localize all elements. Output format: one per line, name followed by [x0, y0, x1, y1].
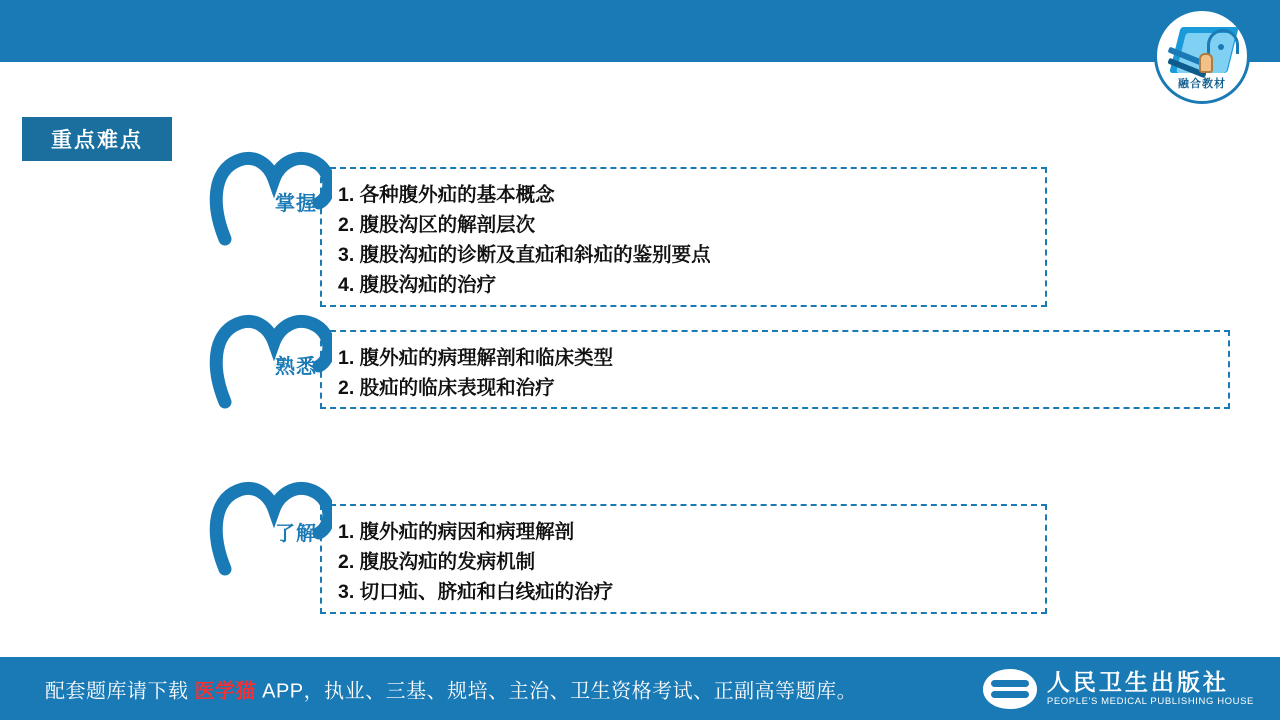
list-item: 1. 腹外疝的病理解剖和临床类型 — [338, 347, 614, 369]
publisher-logo — [983, 669, 1254, 709]
publisher-mark-icon — [983, 669, 1037, 709]
section-label-master: 掌握 — [275, 193, 317, 215]
footer-text — [45, 674, 857, 703]
page-title: 重点难点 — [22, 117, 172, 161]
footer-bar — [0, 657, 1280, 720]
list-item: 1. 腹外疝的病因和病理解剖 — [338, 521, 575, 543]
hand-icon — [1199, 53, 1213, 73]
section-label-understand: 了解 — [275, 523, 317, 545]
publisher-name-cn: 人民卫生出版社 — [1046, 669, 1229, 695]
wifi-icon — [1207, 29, 1239, 54]
footer-highlight: 医学猫 — [194, 680, 257, 702]
section-box-familiar — [320, 330, 1230, 409]
list-item: 1. 各种腹外疝的基本概念 — [338, 184, 555, 206]
section-box-master — [320, 167, 1047, 307]
footer-text-after: APP，执业、三基、规培、主治、卫生资格考试、正副高等题库。 — [262, 680, 858, 702]
list-item: 3. 切口疝、脐疝和白线疝的治疗 — [338, 581, 614, 603]
list-item: 4. 腹股沟疝的治疗 — [338, 274, 497, 296]
section-label-familiar: 熟悉 — [275, 356, 317, 378]
section-box-understand — [320, 504, 1047, 614]
list-item: 2. 腹股沟疝的发病机制 — [338, 551, 536, 573]
publisher-name-en: PEOPLE'S MEDICAL PUBLISHING HOUSE — [1046, 696, 1254, 707]
badge-label: 融合教材 — [1178, 78, 1226, 90]
list-item: 2. 腹股沟区的解剖层次 — [338, 214, 536, 236]
course-logo-badge — [1154, 8, 1250, 104]
list-item: 3. 腹股沟疝的诊断及直疝和斜疝的鉴别要点 — [338, 244, 711, 266]
list-item: 2. 股疝的临床表现和治疗 — [338, 377, 555, 399]
top-bar — [0, 0, 1280, 62]
footer-text-before: 配套题库请下载 — [45, 680, 189, 702]
publisher-names — [1047, 669, 1254, 708]
